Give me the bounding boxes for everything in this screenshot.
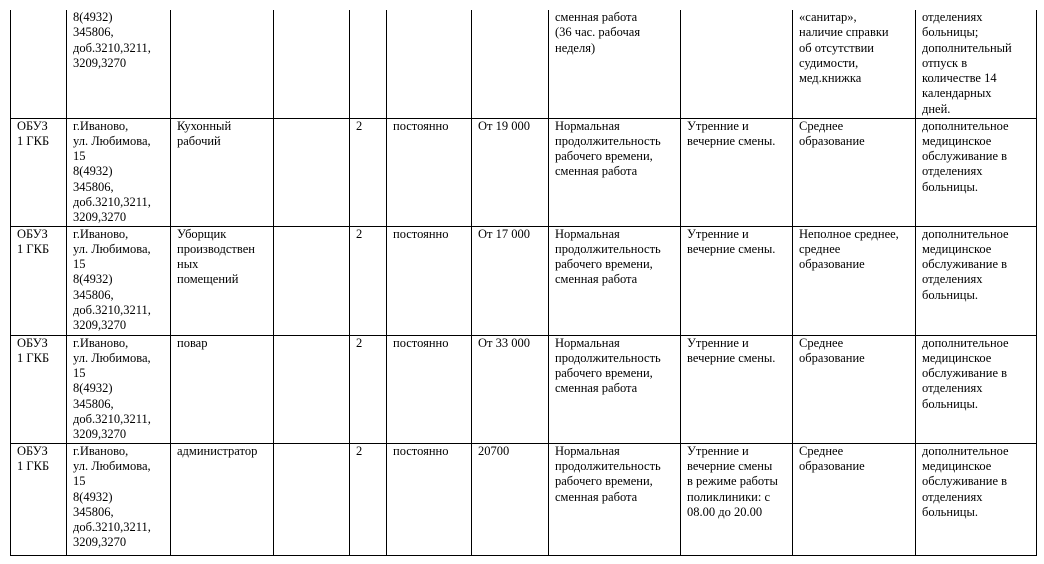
- position-cell: повар: [171, 335, 274, 443]
- shift-cell: Утренние и вечерние смены.: [681, 118, 793, 226]
- term-cell: постоянно: [387, 118, 472, 226]
- count-cell: 2: [350, 118, 387, 226]
- position-cell: Кухонный рабочий: [171, 118, 274, 226]
- org-cell: ОБУЗ 1 ГКБ: [11, 443, 67, 555]
- salary-cell: От 17 000: [472, 226, 549, 335]
- requirements-cell: Среднее образование: [793, 335, 916, 443]
- work-mode-cell: Нормальная продолжительность рабочего времени, сменная работа: [549, 335, 681, 443]
- salary-cell: От 33 000: [472, 335, 549, 443]
- extra-cell: дополнительное медицинское обслуживание в отделениях больницы.: [916, 226, 1037, 335]
- shift-cell: Утренние и вечерние смены.: [681, 335, 793, 443]
- shift-cell: [681, 10, 793, 118]
- extra-cell: дополнительное медицинское обслуживание в отделениях больницы.: [916, 335, 1037, 443]
- address-cell: г.Иваново, ул. Любимова, 15 8(4932) 345806, доб.3210,3211, 3209,3270: [67, 226, 171, 335]
- count-cell: 2: [350, 226, 387, 335]
- shift-cell: Утренние и вечерние смены в режиме работы поликлиники: с 08.00 до 20.00: [681, 443, 793, 555]
- address-cell: 8(4932) 345806, доб.3210,3211, 3209,3270: [67, 10, 171, 118]
- term-cell: [387, 10, 472, 118]
- address-cell: г.Иваново, ул. Любимова, 15 8(4932) 345806, доб.3210,3211, 3209,3270: [67, 118, 171, 226]
- empty-cell: [274, 443, 350, 555]
- extra-cell: дополнительное медицинское обслуживание в отделениях больницы.: [916, 443, 1037, 555]
- salary-cell: От 19 000: [472, 118, 549, 226]
- table-row: [11, 335, 1037, 443]
- work-mode-cell: Нормальная продолжительность рабочего времени, сменная работа: [549, 118, 681, 226]
- salary-cell: 20700: [472, 443, 549, 555]
- requirements-cell: Среднее образование: [793, 118, 916, 226]
- empty-cell: [274, 335, 350, 443]
- requirements-cell: «санитар», наличие справки об отсутствии судимости, мед.книжка: [793, 10, 916, 118]
- extra-cell: дополнительное медицинское обслуживание в отделениях больницы.: [916, 118, 1037, 226]
- work-mode-cell: Нормальная продолжительность рабочего времени, сменная работа: [549, 443, 681, 555]
- salary-cell: [472, 10, 549, 118]
- table-row: [11, 226, 1037, 335]
- org-cell: ОБУЗ 1 ГКБ: [11, 335, 67, 443]
- vacancy-table: [10, 10, 1037, 556]
- table-row: [11, 443, 1037, 555]
- position-cell: [171, 10, 274, 118]
- org-cell: ОБУЗ 1 ГКБ: [11, 226, 67, 335]
- address-cell: г.Иваново, ул. Любимова, 15 8(4932) 345806, доб.3210,3211, 3209,3270: [67, 335, 171, 443]
- extra-cell: отделениях больницы; дополнительный отпуск в количестве 14 календарных дней.: [916, 10, 1037, 118]
- requirements-cell: Среднее образование: [793, 443, 916, 555]
- empty-cell: [274, 226, 350, 335]
- work-mode-cell: сменная работа (36 час. рабочая неделя): [549, 10, 681, 118]
- table-row: [11, 118, 1037, 226]
- count-cell: 2: [350, 335, 387, 443]
- empty-cell: [274, 10, 350, 118]
- term-cell: постоянно: [387, 226, 472, 335]
- term-cell: постоянно: [387, 443, 472, 555]
- work-mode-cell: Нормальная продолжительность рабочего времени, сменная работа: [549, 226, 681, 335]
- address-cell: г.Иваново, ул. Любимова, 15 8(4932) 345806, доб.3210,3211, 3209,3270: [67, 443, 171, 555]
- requirements-cell: Неполное среднее, среднее образование: [793, 226, 916, 335]
- empty-cell: [274, 118, 350, 226]
- org-cell: [11, 10, 67, 118]
- count-cell: [350, 10, 387, 118]
- position-cell: администратор: [171, 443, 274, 555]
- shift-cell: Утренние и вечерние смены.: [681, 226, 793, 335]
- org-cell: ОБУЗ 1 ГКБ: [11, 118, 67, 226]
- table-row: [11, 10, 1037, 118]
- position-cell: Уборщик производствен ных помещений: [171, 226, 274, 335]
- term-cell: постоянно: [387, 335, 472, 443]
- count-cell: 2: [350, 443, 387, 555]
